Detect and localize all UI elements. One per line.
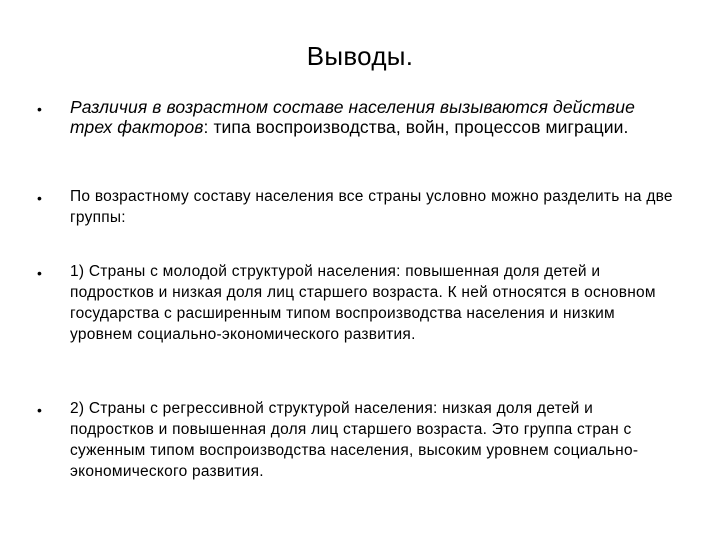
bullet-text [70,97,680,137]
bullet-text: По возрастному составу населения все страны условно можно разделить на две группы: [70,188,673,226]
bullet-icon: • [37,402,42,418]
bullet-icon: • [37,190,42,206]
bullet-icon: • [37,265,42,281]
bullet-text: 2) Страны с регрессивной структурой населения: низкая доля детей и подростков и повышенная доля лиц старшего возраста. Это группа стран с суженным типом воспроизводства населения, высоким уровнем социально-экономического развития. [70,400,639,480]
bullet-icon: • [37,101,42,117]
slide-title: Выводы. [306,41,414,71]
bullet-text-italic: Различия в возрастном составе населения вызываются действие трех факторов [70,97,635,137]
bullet-text: 1) Страны с молодой структурой населения: повышенная доля детей и подростков и низкая доля лиц старшего возраста. К ней относятся в основном государства с расширенным типом воспроизводства населения и низким уровнем социально-экономического развития. [70,263,656,343]
bullet-text-rest: : типа воспроизводства, войн, процессов миграции. [203,117,629,137]
